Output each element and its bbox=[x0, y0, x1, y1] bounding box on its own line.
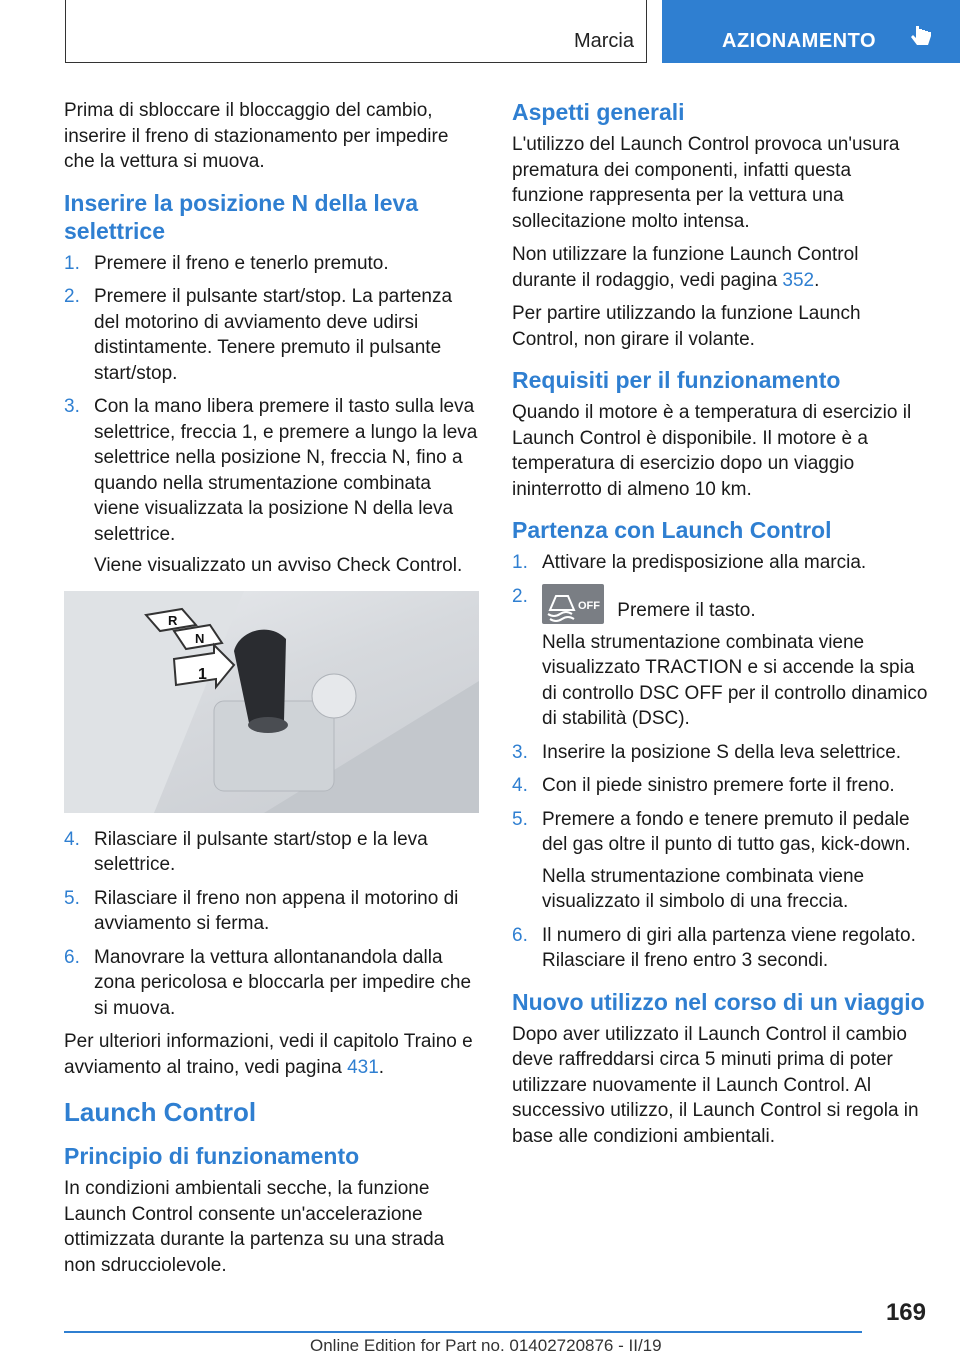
svg-text:OFF: OFF bbox=[578, 599, 600, 612]
step-number: 6. bbox=[512, 924, 528, 946]
list-item bbox=[64, 886, 480, 937]
gear-selector-illustration bbox=[64, 591, 479, 813]
step-number: 6. bbox=[64, 946, 80, 968]
step-text: Rilasciare il pulsante start/stop e la leva selettrice. bbox=[94, 828, 428, 875]
list-item bbox=[512, 773, 928, 799]
step-text: Rilasciare il freno non appena il motorino di avviamento si ferma. bbox=[94, 887, 459, 934]
list-item bbox=[512, 740, 928, 766]
principle-paragraph: In condizioni ambientali secche, la funzione Launch Control consente un'accelerazione ottimizzata durante la partenza su una strada non sdrucciolevole. bbox=[64, 1178, 445, 1276]
figure-label-1: 1 bbox=[198, 665, 207, 683]
steps-neutral-list bbox=[64, 251, 480, 579]
header-box bbox=[65, 0, 647, 63]
step-number: 4. bbox=[512, 775, 528, 796]
general-paragraph-2: Non utilizzare la funzione Launch Control durante il rodaggio, vedi pagina 352. bbox=[512, 244, 859, 291]
reuse-paragraph: Dopo aver utilizzato il Launch Control il cambio deve raffreddarsi circa 5 minuti prima di poter utilizzare nuovamente il Launch Control. Al successivo utilizzo, il Launch Control si regola in base alle condizioni ambientali. bbox=[512, 1023, 919, 1147]
list-item bbox=[64, 827, 480, 878]
step-text: Premere il tasto. bbox=[617, 599, 756, 621]
hand-pointer-icon bbox=[908, 24, 934, 50]
step-number: 3. bbox=[512, 741, 528, 763]
step-note: Viene visualizzato un avviso Check Control. bbox=[94, 555, 463, 576]
right-column bbox=[512, 98, 928, 1157]
step-number: 2. bbox=[64, 286, 80, 307]
list-item bbox=[512, 807, 928, 915]
heading-principle: Principio di funzionamento bbox=[64, 1143, 360, 1169]
step-text: Il numero di giri alla partenza viene regolato. Rilasciare il freno entro 3 secondi. bbox=[542, 924, 916, 971]
intro-paragraph: Prima di sbloccare il bloccaggio del cambio, inserire il freno di stazionamento per impedire che la vettura si muova. bbox=[64, 100, 449, 172]
step-number: 3. bbox=[64, 396, 80, 417]
requirements-paragraph: Quando il motore è a temperatura di esercizio il Launch Control è disponibile. Il motore è a temperatura di esercizio dopo un viaggio ininterrotto di almeno 10 km. bbox=[512, 402, 912, 500]
heading-neutral: Inserire la posizione N della leva selettrice bbox=[64, 189, 419, 244]
list-item bbox=[512, 923, 928, 974]
figure-label-n: N bbox=[195, 630, 205, 646]
list-item bbox=[64, 945, 480, 1022]
chapter-title: AZIONAMENTO bbox=[722, 30, 877, 52]
general-text-2: Non utilizzare la funzione Launch Control durante il rodaggio, vedi pagina bbox=[512, 244, 859, 291]
page-link-431[interactable]: 431 bbox=[347, 1056, 379, 1078]
step-number: 5. bbox=[512, 808, 528, 830]
figure-label-r: R bbox=[168, 612, 178, 628]
step-text: Inserire la posizione S della leva selettrice. bbox=[542, 741, 902, 763]
step-note: Nella strumentazione combinata viene visualizzato TRACTION e si accende la spia di controllo DSC OFF per il controllo dinamico di stabilità (DSC). bbox=[542, 631, 928, 729]
step-text: Premere il freno e tenerlo premuto. bbox=[94, 252, 389, 274]
gear-selector-figure bbox=[64, 591, 479, 813]
dsc-off-button-icon bbox=[542, 584, 604, 624]
step-number: 4. bbox=[64, 828, 80, 850]
list-item bbox=[512, 550, 928, 576]
heading-general: Aspetti generali bbox=[512, 99, 685, 125]
general-paragraph-3: Per partire utilizzando la funzione Launch Control, non girare il volante. bbox=[512, 303, 861, 350]
step-note: Nella strumentazione combinata viene visualizzato il simbolo di una freccia. bbox=[542, 865, 865, 912]
step-text: Premere a fondo e tenere premuto il pedale del gas oltre il punto di tutto gas, kick-down. bbox=[542, 808, 911, 855]
page-link-352[interactable]: 352 bbox=[782, 269, 815, 291]
step-text: Manovrare la vettura allontanandola dalla zona pericolosa e bloccarla per impedire che si muova. bbox=[94, 946, 472, 1019]
steps-launch-list bbox=[512, 550, 928, 974]
general-paragraph-1: L'utilizzo del Launch Control provoca un'usura prematura dei componenti, infatti questa funzione rappresenta per la vettura una sollecitazione molto intensa. bbox=[512, 134, 900, 232]
heading-reuse: Nuovo utilizzo nel corso di un viaggio bbox=[512, 988, 925, 1015]
step-number: 2. bbox=[512, 585, 528, 607]
heading-launch-control: Launch Control bbox=[64, 1097, 257, 1127]
chapter-tab bbox=[662, 0, 960, 63]
step-number: 1. bbox=[512, 552, 528, 573]
heading-requirements: Requisiti per il funzionamento bbox=[512, 367, 841, 393]
list-item bbox=[512, 584, 928, 732]
more-info-paragraph: Per ulteriori informazioni, vedi il capitolo Traino e avviamento al traino, vedi pagina 431. bbox=[64, 1031, 473, 1078]
section-title: Marcia bbox=[573, 30, 634, 52]
step-text: Attivare la predisposizione alla marcia. bbox=[542, 552, 867, 573]
list-item bbox=[64, 284, 480, 386]
step-number: 1. bbox=[64, 252, 80, 274]
page-number: 169 bbox=[885, 1299, 926, 1326]
step-text: Premere il pulsante start/stop. La partenza del motorino di avviamento deve udirsi distintamente. Tenere premuto il pulsante start/stop. bbox=[94, 286, 453, 384]
left-column bbox=[64, 98, 480, 1286]
step-number: 5. bbox=[64, 887, 80, 909]
list-item bbox=[64, 394, 480, 579]
edition-note: Online Edition for Part no. 01402720876 - II/19 bbox=[310, 1336, 662, 1355]
steps-release-list bbox=[64, 827, 480, 1022]
list-item bbox=[64, 251, 480, 277]
more-info-text: Per ulteriori informazioni, vedi il capitolo Traino e avviamento al traino, vedi pagina bbox=[64, 1031, 473, 1078]
heading-start: Partenza con Launch Control bbox=[512, 517, 832, 543]
step-text: Con il piede sinistro premere forte il freno. bbox=[542, 775, 895, 796]
footer-divider bbox=[64, 1331, 862, 1333]
step-text: Con la mano libera premere il tasto sulla leva selettrice, freccia 1, e premere a lungo la leva selettrice nella posizione N, freccia N, fino a quando nella strumentazione combinata viene visualizzata la posizione N della leva selettrice. bbox=[94, 396, 478, 545]
